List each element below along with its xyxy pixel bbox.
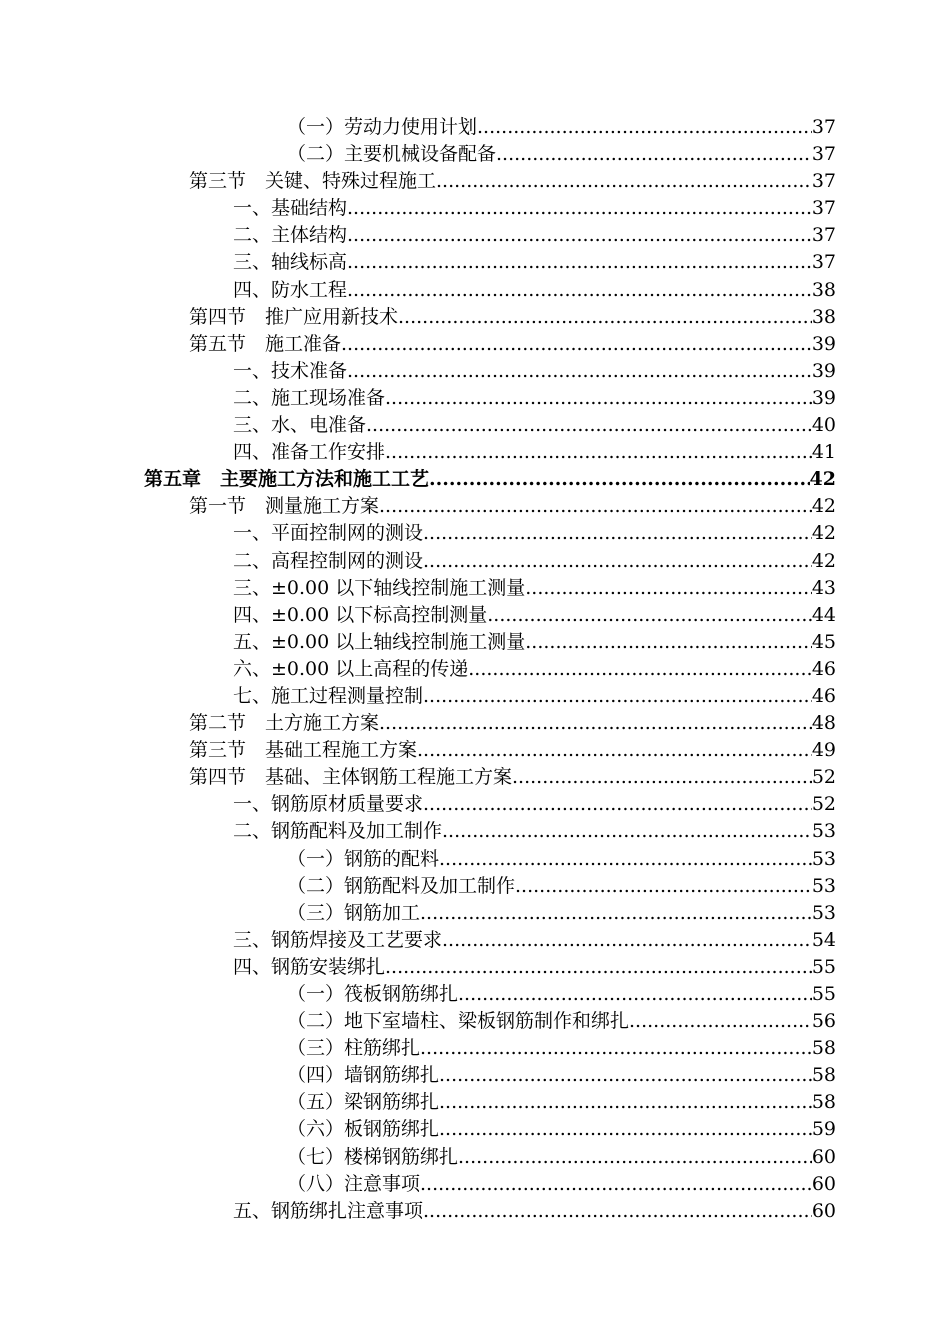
toc-entry[interactable] [0,520,950,547]
toc-page-number: 42 [809,468,836,491]
toc-entry[interactable] [0,249,950,276]
toc-entry[interactable] [0,656,950,683]
toc-entry-line [287,1171,836,1198]
toc-entry-line [287,900,836,927]
toc-entry-label: （三）柱筋绑扎 [287,1037,421,1060]
toc-entry[interactable] [0,846,950,873]
toc-dot-leader [385,954,812,981]
toc-entry[interactable] [0,900,950,927]
toc-entry-label: 第三节 关键、特殊过程施工 [189,170,437,193]
toc-entry-line [233,1198,836,1225]
toc-page-number: 42 [811,549,836,572]
toc-dot-leader [347,358,812,385]
toc-dot-leader [439,1116,812,1143]
toc-dot-leader [458,1144,812,1171]
toc-entry[interactable] [0,412,950,439]
toc-entry-label: 第二节 土方施工方案 [189,712,380,735]
toc-entry-line [287,1062,836,1089]
toc-page-number: 37 [811,116,836,138]
toc-dot-leader [458,981,812,1008]
toc-entry-line [287,1035,836,1062]
toc-entry-line [233,927,836,954]
toc-dot-leader [477,114,812,141]
toc-entry-line [189,710,836,737]
toc-entry[interactable] [0,548,950,575]
toc-entry[interactable] [0,1062,950,1089]
toc-entry-label: 一、平面控制网的测设 [233,522,424,545]
toc-dot-leader [525,629,812,656]
toc-entry-line [233,656,836,683]
toc-entry-label: 一、钢筋原材质量要求 [233,793,424,816]
toc-entry-label: 六、±0.00 以上高程的传递 [233,657,469,680]
toc-entry-label: （六）板钢筋绑扎 [287,1118,440,1141]
toc-entry-line [189,764,836,791]
toc-page-number: 39 [811,359,836,382]
toc-entry-label: 第三节 基础工程施工方案 [189,739,418,762]
toc-page-number: 37 [811,224,836,247]
toc-entry[interactable] [0,575,950,602]
toc-dot-leader [420,900,812,927]
toc-entry-line [287,846,836,873]
toc-dot-leader [385,385,812,412]
toc-entry-line [233,385,836,412]
toc-entry[interactable] [0,358,950,385]
toc-entry[interactable] [0,277,950,304]
toc-dot-leader [442,927,812,954]
toc-dot-leader [347,249,812,276]
toc-entry[interactable] [0,331,950,358]
toc-entry[interactable] [0,195,950,222]
toc-entry[interactable] [0,818,950,845]
toc-page-number: 49 [811,739,836,762]
toc-page-number: 52 [811,793,836,816]
toc-page-number: 40 [811,414,836,437]
toc-dot-leader [385,439,812,466]
toc-dot-leader [379,493,812,520]
toc-dot-leader [429,466,810,493]
toc-entry[interactable] [0,791,950,818]
toc-entry[interactable] [0,981,950,1008]
toc-entry-label: 三、钢筋焊接及工艺要求 [233,928,443,951]
toc-entry-label: 五、钢筋绑扎注意事项 [233,1199,424,1222]
toc-page-number: 46 [811,684,836,707]
toc-page-number: 58 [811,1091,836,1114]
toc-entry-label: 二、主体结构 [233,224,348,247]
toc-entry-label: 四、防水工程 [233,278,348,301]
toc-dot-leader [487,602,812,629]
toc-page-number: 53 [811,901,836,924]
toc-entry[interactable] [0,602,950,629]
toc-dot-leader [515,873,812,900]
toc-entry-label: 第四节 推广应用新技术 [189,305,399,328]
toc-entry-label: （二）钢筋配料及加工制作 [287,874,516,897]
toc-entry-label: 第一节 测量施工方案 [189,495,380,518]
toc-entry[interactable] [0,304,950,331]
toc-page-number: 56 [811,1010,836,1033]
toc-dot-leader [420,1171,812,1198]
toc-dot-leader [439,1089,812,1116]
toc-page-number: 58 [811,1037,836,1060]
toc-entry-label: （二）地下室墙柱、梁板钢筋制作和绑扎 [287,1010,630,1033]
toc-entry[interactable] [0,683,950,710]
toc-entry-line [233,954,836,981]
toc-page-number: 53 [811,847,836,870]
toc-entry[interactable] [0,629,950,656]
toc-entry[interactable] [0,927,950,954]
toc-dot-leader [442,818,812,845]
toc-entry[interactable] [0,1198,950,1225]
toc-dot-leader [436,168,812,195]
toc-entry-label: （一）筏板钢筋绑扎 [287,983,459,1005]
toc-entry-line [189,168,836,195]
toc-entry-label: （三）钢筋加工 [287,901,421,924]
toc-entry-line [287,1116,836,1143]
toc-dot-leader [398,304,812,331]
toc-entry[interactable] [0,954,950,981]
toc-page-number: 53 [811,874,836,897]
toc-entry-label: 四、±0.00 以下标高控制测量 [233,603,488,626]
toc-entry[interactable] [0,168,950,195]
toc-entry-label: （五）梁钢筋绑扎 [287,1091,440,1114]
toc-entry[interactable] [0,222,950,249]
toc-entry-line [233,575,836,602]
toc-dot-leader [629,1008,812,1035]
toc-entry[interactable] [0,1116,950,1143]
toc-page-number: 48 [811,712,836,735]
toc-entry[interactable] [0,873,950,900]
toc-entry[interactable] [0,466,950,493]
toc-entry-line [287,1008,836,1035]
toc-entry-label: 第五节 施工准备 [189,332,342,355]
toc-page-number: 46 [811,657,836,680]
toc-entry-label: 二、钢筋配料及加工制作 [233,820,443,843]
toc-page-number: 37 [811,251,836,274]
toc-page-number: 52 [811,766,836,789]
toc-entry-line [287,141,836,168]
toc-entry-label: 四、准备工作安排 [233,441,386,464]
toc-dot-leader [423,548,812,575]
toc-entry[interactable] [0,1008,950,1035]
toc-entry-label: 五、±0.00 以上轴线控制施工测量 [233,630,526,653]
toc-entry-line [287,114,836,141]
toc-entry-line [233,791,836,818]
toc-dot-leader [468,656,812,683]
toc-entry-line [233,683,836,710]
toc-dot-leader [525,575,812,602]
toc-entry-line [189,331,836,358]
toc-page-number: 53 [811,820,836,843]
toc-entry-line [233,277,836,304]
toc-dot-leader [423,791,812,818]
toc-page-number: 38 [811,305,836,328]
toc-entry-line [287,873,836,900]
toc-page-number: 55 [811,983,836,1005]
toc-entry-label: （二）主要机械设备配备 [287,143,497,166]
toc-page-number: 60 [811,1145,836,1168]
toc-page-number: 39 [811,386,836,409]
toc-entry-label: （一）钢筋的配料 [287,847,440,870]
toc-page-number: 43 [811,576,836,599]
toc-entry-label: 第四节 基础、主体钢筋工程施工方案 [189,766,513,789]
toc-page-number: 59 [811,1118,836,1141]
toc-dot-leader [347,195,812,222]
toc-dot-leader [512,764,812,791]
toc-dot-leader [341,331,812,358]
toc-entry-line [287,1089,836,1116]
toc-entry-line [233,818,836,845]
toc-dot-leader [420,1035,812,1062]
toc-entry-label: 一、基础结构 [233,197,348,220]
toc-page-number: 37 [811,170,836,193]
toc-page-number: 60 [811,1199,836,1222]
toc-dot-leader [423,683,812,710]
toc-entry-line [287,1144,836,1171]
toc-page-number: 55 [811,955,836,978]
toc-entry-label: 一、技术准备 [233,359,348,382]
toc-entry-label: 三、±0.00 以下轴线控制施工测量 [233,576,526,599]
toc-page-number: 58 [811,1064,836,1087]
toc-dot-leader [347,222,812,249]
toc-entry-line [233,439,836,466]
toc-entry-line [233,195,836,222]
toc-dot-leader [439,846,812,873]
toc-entry-label: （八）注意事项 [287,1172,421,1195]
toc-entry-line [233,629,836,656]
toc-dot-leader [379,710,812,737]
toc-entry-label: （四）墙钢筋绑扎 [287,1064,440,1087]
toc-entry-label: 七、施工过程测量控制 [233,684,424,707]
toc-page-number: 42 [811,495,836,518]
toc-entry-line [189,737,836,764]
toc-entry-line [233,358,836,385]
toc-entry-label: （一）劳动力使用计划 [287,116,478,138]
toc-entry[interactable] [0,1089,950,1116]
toc-entry[interactable] [0,1144,950,1171]
toc-entry[interactable] [0,764,950,791]
toc-entry[interactable] [0,1035,950,1062]
toc-entry[interactable] [0,1171,950,1198]
toc-page-number: 44 [811,603,836,626]
toc-page-number: 37 [811,143,836,166]
toc-entry-line [233,602,836,629]
toc-entry-label: 第五章 主要施工方法和施工工艺 [144,468,430,491]
toc-entry-label: 二、高程控制网的测设 [233,549,424,572]
toc-entry[interactable] [0,439,950,466]
toc-page-number: 38 [811,278,836,301]
toc-page-number: 54 [811,928,836,951]
toc-entry-label: 三、水、电准备 [233,414,367,437]
table-of-contents [0,114,950,1225]
toc-dot-leader [417,737,812,764]
toc-page-number: 39 [811,332,836,355]
toc-entry-line [287,981,836,1008]
toc-page-number: 45 [811,630,836,653]
toc-entry-line [189,493,836,520]
toc-entry[interactable] [0,493,950,520]
toc-page-number: 37 [811,197,836,220]
toc-entry[interactable] [0,737,950,764]
toc-page-number: 42 [811,522,836,545]
toc-dot-leader [423,520,812,547]
toc-entry-line [233,249,836,276]
toc-entry-line [233,520,836,547]
toc-entry-line [144,466,836,493]
toc-entry-label: 四、钢筋安装绑扎 [233,955,386,978]
toc-dot-leader [366,412,812,439]
toc-entry-label: （七）楼梯钢筋绑扎 [287,1145,459,1168]
toc-dot-leader [496,141,812,168]
toc-entry[interactable] [0,385,950,412]
toc-entry[interactable] [0,710,950,737]
toc-page-number: 41 [811,441,836,464]
toc-entry-line [233,548,836,575]
toc-entry-label: 三、轴线标高 [233,251,348,274]
toc-entry-label: 二、施工现场准备 [233,386,386,409]
toc-dot-leader [439,1062,812,1089]
toc-entry[interactable] [0,141,950,168]
toc-entry-line [233,222,836,249]
toc-entry-line [233,412,836,439]
toc-dot-leader [347,277,812,304]
toc-page-number: 60 [811,1172,836,1195]
toc-entry-line [189,304,836,331]
toc-entry[interactable] [0,114,950,141]
toc-dot-leader [423,1198,812,1225]
